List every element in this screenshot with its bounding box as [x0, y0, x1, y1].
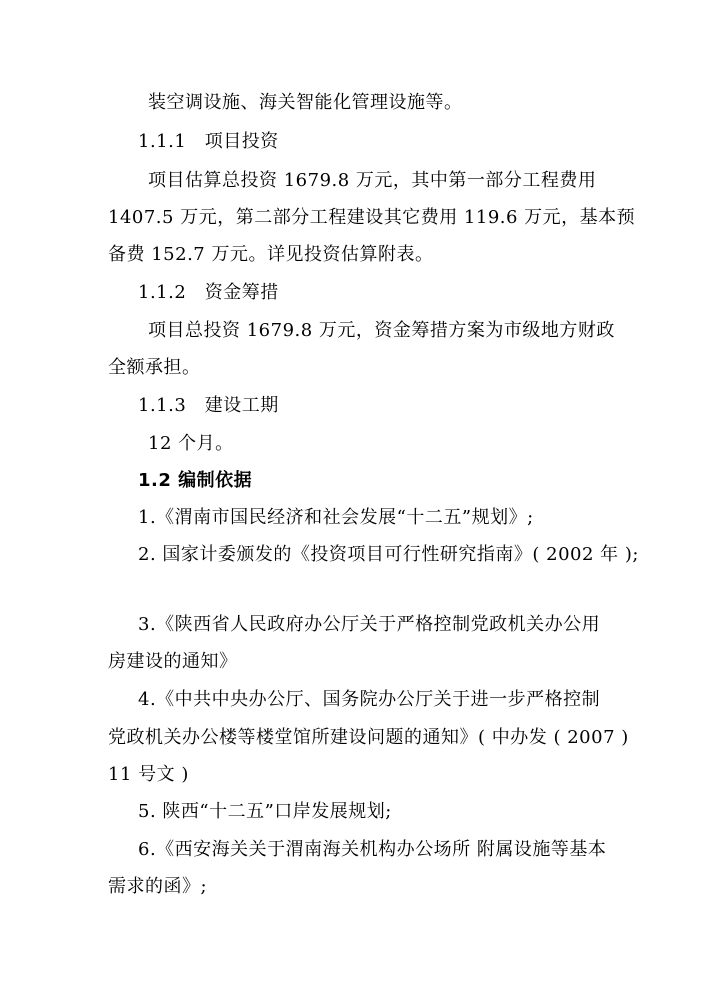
section-heading-1-2: 1.2 编制依据 — [138, 470, 253, 491]
text-line: 项目总投资 1679.8 万元，资金筹措方案为市级地方财政 — [148, 320, 615, 341]
text-line: 1407.5 万元，第二部分工程建设其它费用 119.6 万元，基本预 — [108, 207, 636, 228]
section-heading-1-1-3: 1.1.3 建设工期 — [138, 395, 279, 416]
list-item: 3.《陕西省人民政府办公厅关于严格控制党政机关办公用 — [138, 614, 601, 635]
list-item: 5. 陕西“十二五”口岸发展规划; — [138, 801, 392, 822]
list-item: 1.《渭南市国民经济和社会发展“十二五”规划》; — [138, 507, 534, 528]
section-heading-1-1-2: 1.1.2 资金筹措 — [138, 282, 279, 303]
text-line: 项目估算总投资 1679.8 万元，其中第一部分工程费用 — [148, 170, 597, 191]
section-heading-1-1-1: 1.1.1 项目投资 — [138, 131, 279, 152]
text-line: 全额承担。 — [108, 357, 201, 378]
list-item-continuation: 房建设的通知》 — [108, 651, 238, 672]
list-item: 2. 国家计委颁发的《投资项目可行性研究指南》( 2002 年 ); — [138, 544, 639, 565]
list-item-continuation: 党政机关办公楼等楼堂馆所建设问题的通知》( 中办发 ( 2007 ) — [108, 727, 629, 748]
text-line: 备费 152.7 万元。详见投资估算附表。 — [108, 244, 434, 265]
list-item-continuation: 需求的函》; — [108, 876, 208, 897]
text-line: 装空调设施、海关智能化管理设施等。 — [148, 92, 463, 113]
list-item: 4.《中共中央办公厅、国务院办公厅关于进一步严格控制 — [138, 689, 601, 710]
list-item: 6.《西安海关关于渭南海关机构办公场所 附属设施等基本 — [138, 839, 607, 860]
text-line: 12 个月。 — [148, 433, 234, 454]
list-item-continuation: 11 号文 ) — [108, 764, 189, 785]
